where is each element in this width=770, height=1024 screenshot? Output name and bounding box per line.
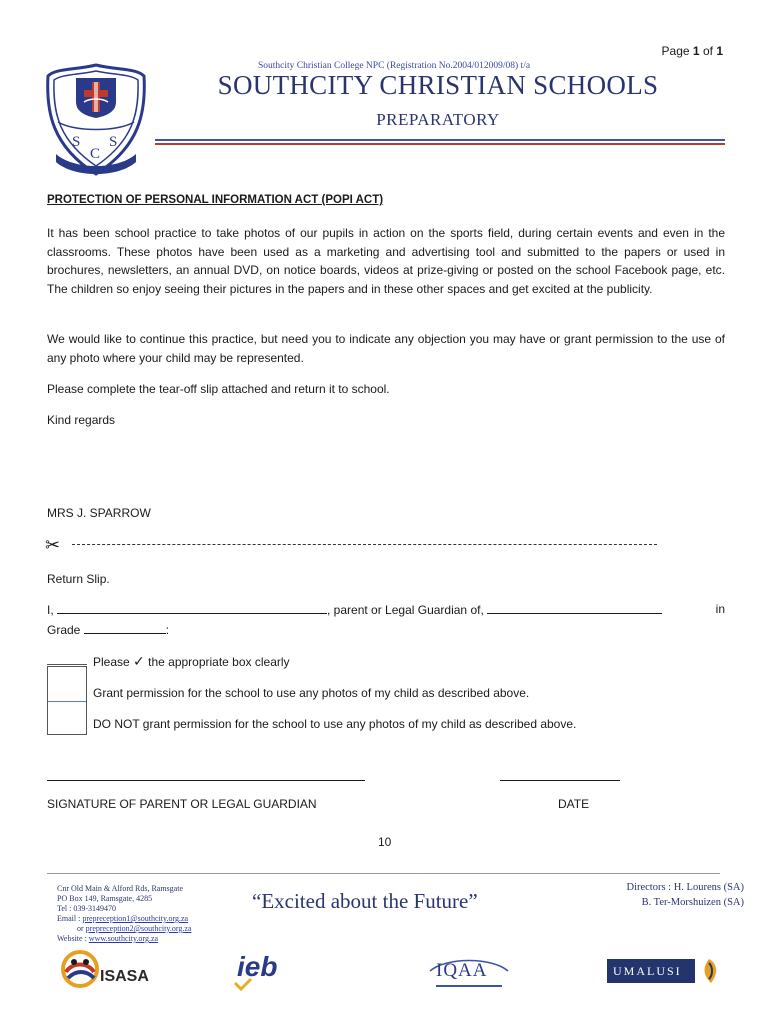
director-2: B. Ter-Morshuizen (SA)	[641, 897, 744, 908]
guardian-in-label: in	[715, 602, 725, 616]
director-1: Directors : H. Lourens (SA)	[626, 882, 744, 893]
page-indicator-prefix: Page	[661, 44, 690, 58]
crest-letter-s1: S	[72, 134, 81, 150]
date-field[interactable]	[500, 780, 620, 781]
school-crest-logo	[44, 62, 148, 178]
signature-field[interactable]	[47, 780, 365, 781]
page-number: 10	[378, 835, 392, 849]
checkbox-top-rule	[47, 664, 87, 665]
ieb-text: ieb	[237, 951, 278, 982]
header-rule-blue	[155, 139, 725, 141]
deny-permission-label: DO NOT grant permission for the school to use any photos of my child as described above.	[93, 717, 577, 731]
checkbox-instruction	[93, 652, 290, 672]
guardian-line	[47, 600, 725, 620]
address-line-1: Cnr Old Main & Alford Rds, Ramsgate	[57, 884, 183, 893]
letter-paragraph-1: It has been school practice to take photos of our pupils in action on the sports field, during certain events and even in the classrooms. These photos have been used as a marketing and advertising tool and submitted to the papers or used in brochures, newsletters, an annual DVD, on notice boards, videos at prize-giving or posted on the school Facebook page, etc. The children so enjoy seeing their pictures in the papers and in these other spaces and get excited at the publicity.	[47, 226, 725, 296]
scissors-icon: ✂	[45, 535, 61, 555]
grade-field[interactable]	[84, 620, 166, 634]
guardian-name-field[interactable]	[57, 600, 327, 614]
letter-paragraph-3: Please complete the tear-off slip attached and return it to school.	[47, 382, 390, 396]
umalusi-emblem-icon	[697, 957, 721, 985]
footer-rule	[47, 873, 720, 874]
website-link[interactable]: www.southcity.org.za	[88, 934, 159, 943]
registration-line: Southcity Christian College NPC (Registration No.2004/012009/08) t/a	[258, 61, 531, 71]
grade-suffix: :	[165, 623, 170, 637]
page-indicator-current: 1	[692, 44, 700, 58]
signature-label: SIGNATURE OF PARENT OR LEGAL GUARDIAN	[47, 797, 317, 811]
guardian-i-label: I,	[47, 603, 54, 617]
iqaa-text: IQAA	[436, 960, 488, 981]
email-or: or	[77, 924, 84, 933]
letter-heading: PROTECTION OF PERSONAL INFORMATION ACT (POPI ACT)	[47, 194, 384, 206]
crest-letter-c: C	[90, 146, 101, 162]
tear-off-line	[72, 536, 657, 545]
umalusi-logo	[607, 957, 723, 987]
page-indicator	[662, 44, 723, 58]
date-label: DATE	[558, 797, 590, 811]
deny-permission-checkbox[interactable]	[47, 701, 87, 735]
umalusi-text: UMALUSI	[613, 964, 682, 978]
grant-permission-checkbox[interactable]	[47, 666, 87, 702]
isasa-text: ISASA	[100, 968, 149, 985]
school-name: SOUTHCITY CHRISTIAN SCHOOLS	[217, 70, 659, 100]
ieb-tick-icon	[233, 977, 253, 991]
guardian-text: , parent or Legal Guardian of,	[327, 603, 484, 617]
crest-letter-s2: S	[109, 134, 118, 150]
instruction-suffix: the appropriate box clearly	[148, 655, 290, 669]
iqaa-underline	[436, 985, 502, 987]
page-indicator-of: of	[702, 44, 713, 58]
school-subtitle: PREPARATORY	[376, 110, 500, 129]
signatory-name: MRS J. SPARROW	[47, 506, 151, 520]
directors-list	[560, 880, 744, 910]
page-indicator-total: 1	[716, 44, 723, 58]
email-label: Email :	[57, 914, 81, 923]
letter-paragraph-2: We would like to continue this practice, but need you to indicate any objection you may have or grant permission to the use of any photo where your child may be represented.	[47, 332, 725, 365]
school-motto: “Excited about the Future”	[252, 889, 478, 913]
grade-line	[47, 620, 169, 640]
address-telephone: Tel : 039-3149470	[57, 904, 116, 913]
return-slip-title: Return Slip.	[47, 572, 110, 586]
email-link-2[interactable]: prepreception2@southcity.org.za	[85, 924, 192, 933]
child-name-field[interactable]	[487, 600, 662, 614]
checkmark-icon: ✓	[133, 653, 145, 669]
address-line-2: PO Box 149, Ramsgate, 4285	[57, 894, 153, 903]
isasa-logo	[58, 948, 158, 990]
isasa-emblem-icon	[58, 948, 102, 990]
grant-permission-label: Grant permission for the school to use any photos of my child as described above.	[93, 686, 530, 700]
ieb-logo	[233, 951, 293, 993]
instruction-prefix: Please	[93, 655, 130, 669]
email-link-1[interactable]: prepreception1@southcity.org.za	[82, 914, 189, 923]
iqaa-logo	[426, 955, 512, 991]
footer-address	[57, 884, 191, 944]
website-label: Website :	[57, 934, 87, 943]
letter-closing: Kind regards	[47, 413, 116, 427]
grade-label: Grade	[47, 623, 81, 637]
header-rule-red	[155, 143, 725, 145]
